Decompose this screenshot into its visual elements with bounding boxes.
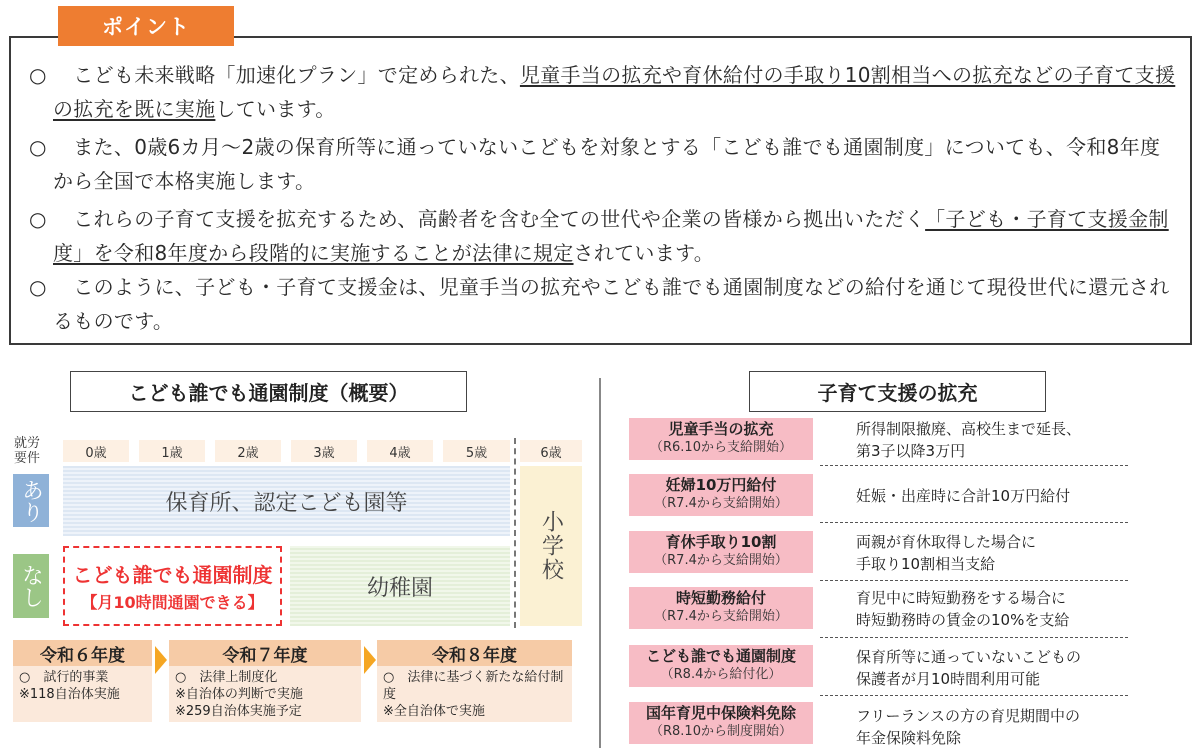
label-line: 就労 — [14, 436, 41, 451]
year-line: ○ 法律上制度化 — [175, 670, 278, 685]
support-item-short-time — [629, 587, 813, 629]
kindergarten-block: 幼稚園 — [290, 546, 510, 626]
row-separator — [820, 580, 1128, 581]
row-separator — [820, 637, 1128, 638]
desc-line: 所得制限撤廃、高校生まで延長、 — [856, 420, 1082, 438]
age-5: 5歳 — [443, 440, 510, 462]
year-line: ○ 法律に基づく新たな給付制度 — [383, 670, 564, 702]
section-divider — [599, 378, 601, 748]
age-3: 3歳 — [291, 440, 357, 462]
age-1: 1歳 — [139, 440, 205, 462]
point-item-2 — [29, 130, 1179, 198]
nursery-block: 保育所、認定こども園等 — [63, 466, 510, 536]
point-box — [9, 36, 1192, 345]
point-text: しています。 — [215, 97, 336, 121]
support-start: （R8.4から給付化） — [660, 667, 782, 682]
support-desc — [856, 646, 1156, 690]
point-text-underlined: 児童手当の拡充や育休給付の手取り10割相当への拡充などの子育て支援の拡充を既に実施 — [53, 63, 1176, 121]
year-header-r7: 令和７年度 — [169, 640, 361, 666]
point-text: こども未来戦略「加速化プラン」で定められた、 — [53, 63, 520, 87]
employment-yes-label: あり — [13, 474, 49, 527]
support-item-pension-exemption — [629, 702, 813, 744]
left-section-title: こども誰でも通園制度（概要） — [70, 371, 467, 412]
desc-line: 手取り10割相当支給 — [856, 555, 996, 573]
point-text: また、0歳6カ月～2歳の保育所等に通っていないこどもを対象とする「こども誰でも通園制度」についても、令和8年度から全国で本格実施します。 — [53, 135, 1161, 193]
point-text-underlined: 「子ども・子育て支援金制度」を令和8年度から段階的に実施することが法律に規定 — [53, 207, 1169, 265]
dare-subtitle: 【月10時間通園できる】 — [81, 593, 264, 612]
desc-line: 妊娠・出産時に合計10万円給付 — [856, 487, 1071, 505]
support-item-dare-demo-tsuen — [629, 645, 813, 687]
support-start: （R6.10から支給開始） — [650, 440, 792, 455]
age-6: 6歳 — [520, 440, 582, 462]
year-line: ※自治体の判断で実施 — [175, 687, 303, 702]
bullet-marker: ○ — [29, 207, 47, 231]
point-item-4 — [29, 270, 1179, 338]
support-name: 育休手取り10割 — [665, 533, 777, 551]
desc-line: 保護者が月10時間利用可能 — [856, 670, 1041, 688]
label-line: 要件 — [14, 451, 41, 466]
desc-line: フリーランスの方の育児期間中の — [856, 707, 1080, 725]
desc-line: 時短勤務時の賃金の10%を支給 — [856, 611, 1070, 629]
year-line: ※全自治体で実施 — [383, 704, 485, 719]
support-start: （R8.10から制度開始） — [650, 724, 792, 739]
support-desc — [856, 531, 1156, 575]
support-desc — [856, 485, 1156, 507]
support-start: （R7.4から支給開始） — [654, 496, 788, 511]
support-desc — [856, 587, 1156, 631]
desc-line: 保育所等に通っていないこどもの — [856, 648, 1082, 666]
age-4: 4歳 — [367, 440, 433, 462]
right-section-title: 子育て支援の拡充 — [749, 371, 1046, 412]
bullet-marker: ○ — [29, 63, 47, 87]
support-name: 時短勤務給付 — [675, 589, 766, 607]
employment-no-label: なし — [13, 554, 49, 618]
year-line: ※118自治体実施 — [19, 687, 120, 702]
bullet-marker: ○ — [29, 275, 47, 299]
desc-line: 年金保険料免除 — [856, 729, 962, 747]
point-text: されています。 — [573, 241, 715, 265]
support-item-pregnancy-benefit — [629, 474, 813, 516]
support-desc — [856, 418, 1156, 462]
desc-line: 第3子以降3万円 — [856, 442, 966, 460]
point-text: このように、子ども・子育て支援金は、児童手当の拡充やこども誰でも通園制度などの給付を通じて現役世代に還元されるものです。 — [53, 275, 1170, 333]
age-boundary-line — [514, 438, 516, 628]
desc-line: 育児中に時短勤務をする場合に — [856, 589, 1067, 607]
age-0: 0歳 — [63, 440, 129, 462]
dare-demo-tsuen-block — [63, 546, 282, 626]
support-name: 妊婦10万円給付 — [665, 476, 777, 494]
support-item-child-allowance — [629, 418, 813, 460]
desc-line: 両親が育休取得した場合に — [856, 533, 1037, 551]
year-header-r8: 令和８年度 — [377, 640, 572, 666]
year-line: ※259自治体実施予定 — [175, 704, 302, 719]
bullet-marker: ○ — [29, 135, 47, 159]
employment-requirement-label — [14, 436, 40, 466]
year-body-r8 — [377, 666, 572, 722]
support-desc — [856, 705, 1156, 749]
support-name: 児童手当の拡充 — [668, 420, 774, 438]
year-header-r6: 令和６年度 — [13, 640, 152, 666]
arrow-right-icon — [364, 646, 376, 674]
support-start: （R7.4から支給開始） — [654, 553, 788, 568]
arrow-right-icon — [155, 646, 167, 674]
support-start: （R7.4から支給開始） — [654, 609, 788, 624]
support-name: こども誰でも通園制度 — [645, 647, 796, 665]
point-item-1 — [29, 58, 1179, 126]
row-separator — [820, 522, 1128, 523]
point-text: これらの子育て支援を拡充するため、高齢者を含む全ての世代や企業の皆様から拠出いただく — [53, 207, 926, 231]
row-separator — [820, 465, 1128, 466]
point-item-3 — [29, 202, 1179, 270]
elementary-school-block: 小学校 — [520, 466, 582, 626]
row-separator — [820, 695, 1128, 696]
support-name: 国年育児中保険料免除 — [645, 704, 796, 722]
year-line: ○ 試行的事業 — [19, 670, 109, 685]
age-2: 2歳 — [215, 440, 281, 462]
support-item-childcare-leave — [629, 531, 813, 573]
year-body-r7 — [169, 666, 361, 722]
point-label: ポイント — [58, 6, 234, 46]
year-body-r6 — [13, 666, 152, 722]
dare-title: こども誰でも通園制度 — [72, 563, 273, 587]
